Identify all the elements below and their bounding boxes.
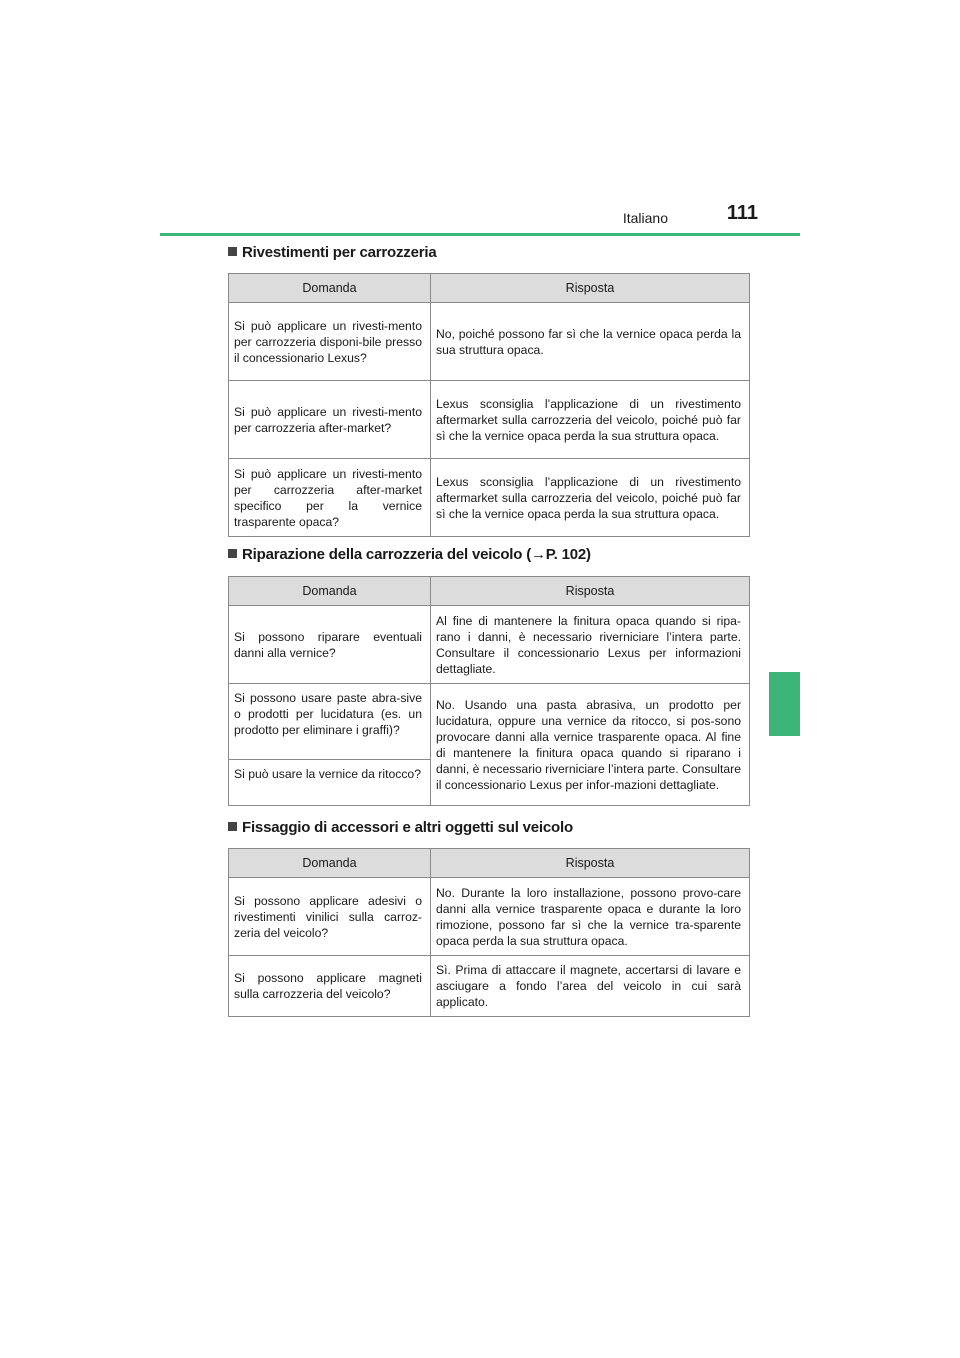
question-cell: Si può usare la vernice da ritocco?: [229, 760, 431, 806]
table-row: [229, 303, 750, 381]
square-bullet-icon: [228, 822, 237, 831]
square-bullet-icon: [228, 549, 237, 558]
section-title-rivestimenti: [228, 244, 436, 261]
section-title-riparazione: [228, 546, 591, 563]
col-header-question: Domanda: [229, 577, 431, 606]
section-title-text: Riparazione della carrozzeria del veicolo (→P. 102): [242, 546, 591, 563]
answer-cell: No. Durante la loro installazione, possono provo-care danni alla vernice trasparente opaca e durante la loro rimozione, possono far sì che la vernice tra-sparente opaca perda la sua struttura opaca.: [431, 878, 750, 956]
question-cell: Si possono applicare magneti sulla carrozzeria del veicolo?: [229, 956, 431, 1017]
answer-cell: Al fine di mantenere la finitura opaca quando si ripa-rano i danni, è necessario riverniciare l’intera parte. Consultare il concessionario Lexus per informazioni dettagliate.: [431, 606, 750, 684]
header-title: Italiano: [622, 210, 668, 226]
table-header-row: [229, 274, 750, 303]
table-row: [229, 956, 750, 1017]
col-header-answer: Risposta: [431, 274, 750, 303]
table-header-row: [229, 577, 750, 606]
answer-cell: Lexus sconsiglia l’applicazione di un rivestimento aftermarket sulla carrozzeria del veicolo, poiché può far sì che la vernice opaca perda la sua struttura opaca.: [431, 381, 750, 459]
header-rule: [160, 233, 800, 236]
question-cell: Si può applicare un rivesti-mento per carrozzeria disponi-bile presso il concessionario Lexus?: [229, 303, 431, 381]
question-cell: Si possono applicare adesivi o rivestimenti vinilici sulla carroz-zeria del veicolo?: [229, 878, 431, 956]
section-title-text: Fissaggio di accessori e altri oggetti sul veicolo: [242, 819, 573, 836]
table-header-row: [229, 849, 750, 878]
answer-cell: No. Usando una pasta abrasiva, un prodotto per lucidatura, oppure una vernice da ritocco, si pos-sono provocare danni alla vernice trasparente opaca. Al fine di mantenere la finitura opaca quando si riparano i danni, è necessario riverniciare l’intera parte. Consultare il concessionario Lexus per infor-mazioni dettagliate.: [431, 684, 750, 806]
col-header-question: Domanda: [229, 849, 431, 878]
answer-cell: Sì. Prima di attaccare il magnete, accertarsi di lavare e asciugare a fondo l’area del veicolo in cui sarà applicato.: [431, 956, 750, 1017]
table-fissaggio: [228, 848, 750, 1017]
table-riparazione: [228, 576, 750, 806]
page-number: 111: [726, 202, 758, 224]
col-header-answer: Risposta: [431, 849, 750, 878]
square-bullet-icon: [228, 247, 237, 256]
table-row: [229, 459, 750, 537]
section-side-tab: [769, 672, 800, 736]
section-title-text: Rivestimenti per carrozzeria: [242, 244, 437, 261]
answer-cell: No, poiché possono far sì che la vernice opaca perda la sua struttura opaca.: [431, 303, 750, 381]
table-row: [229, 606, 750, 684]
section-title-fissaggio: [228, 819, 573, 836]
col-header-question: Domanda: [229, 274, 431, 303]
col-header-answer: Risposta: [431, 577, 750, 606]
question-cell: Si possono riparare eventuali danni alla vernice?: [229, 606, 431, 684]
question-cell: Si possono usare paste abra-sive o prodotti per lucidatura (es. un prodotto per eliminare i graffi)?: [229, 684, 431, 760]
table-rivestimenti: [228, 273, 750, 537]
page-header: [160, 200, 800, 236]
question-cell: Si può applicare un rivesti-mento per carrozzeria after-market specifico per la vernice trasparente opaca?: [229, 459, 431, 537]
table-row: [229, 381, 750, 459]
question-cell: Si può applicare un rivesti-mento per carrozzeria after-market?: [229, 381, 431, 459]
table-row: [229, 878, 750, 956]
answer-cell: Lexus sconsiglia l’applicazione di un rivestimento aftermarket sulla carrozzeria del veicolo, poiché può far sì che la vernice opaca perda la sua struttura opaca.: [431, 459, 750, 537]
table-row: [229, 684, 750, 760]
